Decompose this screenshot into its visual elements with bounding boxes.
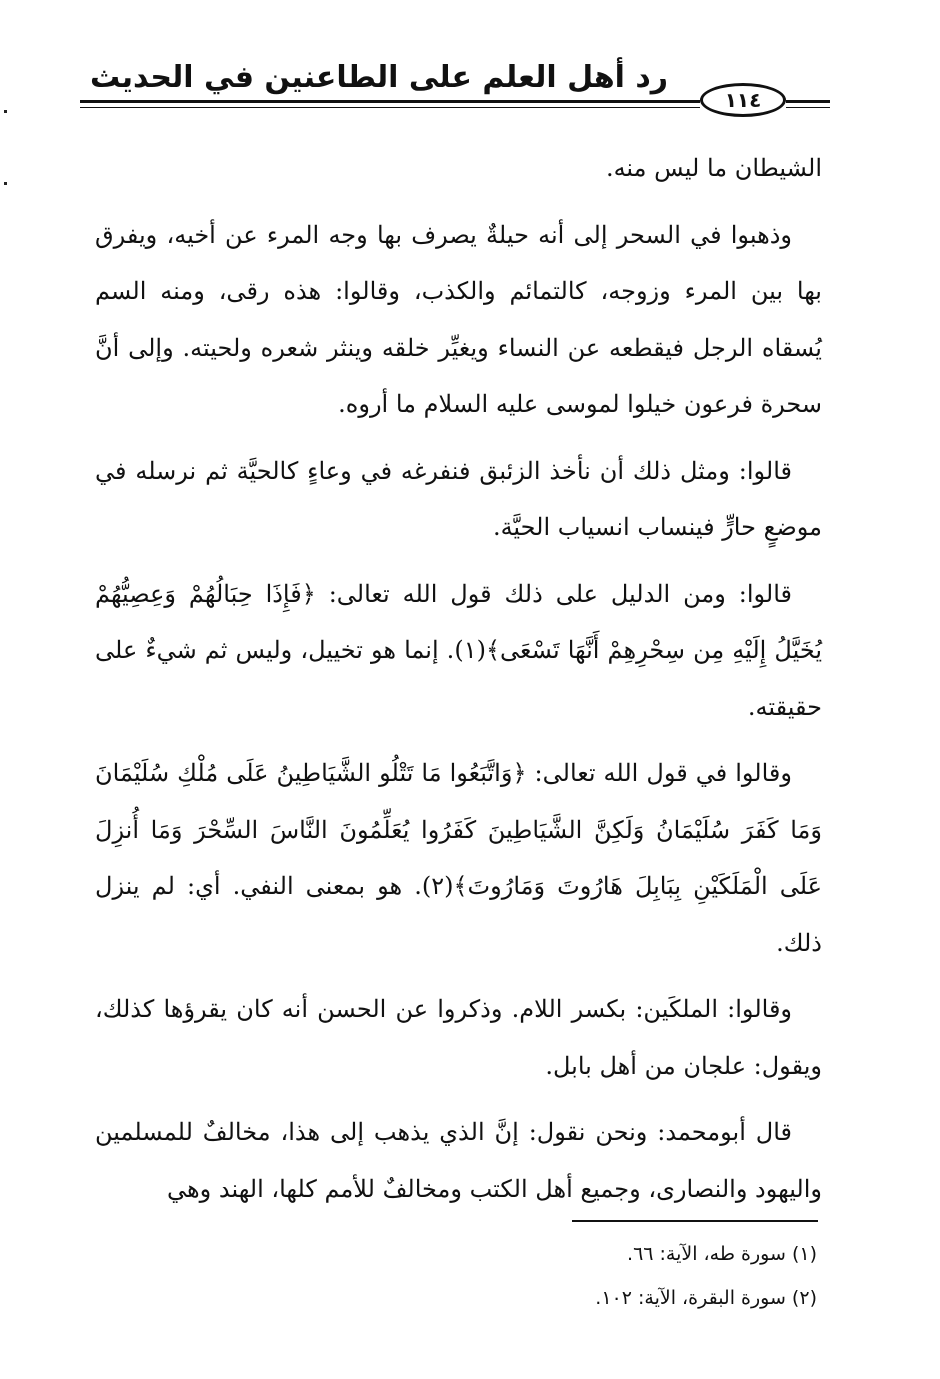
paragraph-6: وقالوا: الملكَين: بكسر اللام. وذكروا عن الحسن أنه كان يقرؤها كذلك، ويقول: علجان من أهل بابل. <box>95 995 822 1080</box>
header-rule-thick <box>80 100 700 103</box>
running-title: رد أهل العلم على الطاعنين في الحديث <box>90 60 669 95</box>
paragraph-1: الشيطان ما ليس منه. <box>605 154 822 182</box>
scan-edge-mark <box>4 182 7 185</box>
paragraph-3: قالوا: ومثل ذلك أن نأخذ الزئبق فنفرغه في وعاءٍ كالحيَّة ثم نرسله في موضعٍ حارٍّ فينساب انسياب الحيَّة. <box>95 456 822 541</box>
page-header <box>80 50 830 120</box>
scan-edge-mark <box>4 110 7 113</box>
footnote-1: (١) سورة طه، الآية: ٦٦. <box>627 1243 817 1265</box>
paragraph-2: وذهبوا في السحر إلى أنه حيلةٌ يصرف بها وجه المرء عن أخيه، ويفرق بها بين المرء وزوجه، كالتمائم والكذب، وقالوا: هذه رقى، ومنه السم يُسقاه الرجل فيقطعه عن النساء ويغيِّر خلقه وينثر شعره ولحيته. وإلى أنَّ سحرة فرعون خيلوا لموسى عليه السلام ما أروه. <box>95 220 822 418</box>
footnotes <box>95 1232 817 1320</box>
page-number: ١١٤ <box>724 88 762 112</box>
paragraph-7: قال أبومحمد: ونحن نقول: إنَّ الذي يذهب إلى هذا، مخالفٌ للمسلمين واليهود والنصارى، وجميع أهل الكتب ومخالفٌ للأمم كلها، الهند وهي <box>95 1118 822 1203</box>
header-rule-right-thick <box>786 100 830 103</box>
paragraph-4: قالوا: ومن الدليل على ذلك قول الله تعالى: ﴿فَإِذَا حِبَالُهُمْ وَعِصِيُّهُمْ يُخَيَّلُ إِلَيْهِ مِن سِحْرِهِمْ أَنَّهَا تَسْعَى﴾(١). إنما هو تخييل، وليس ثم شيءٌ على حقيقته. <box>95 579 823 721</box>
page-number-oval <box>700 83 786 117</box>
main-text <box>95 140 822 1227</box>
footnote-separator <box>572 1220 818 1222</box>
paragraph-5: وقالوا في قول الله تعالى: ﴿وَاتَّبَعُوا مَا تَتْلُو الشَّيَاطِينُ عَلَى مُلْكِ سُلَيْمَانَ وَمَا كَفَرَ سُلَيْمَانُ وَلَكِنَّ الشَّيَاطِينَ كَفَرُوا يُعَلِّمُونَ النَّاسَ السِّحْرَ وَمَا أُنزِلَ عَلَى الْمَلَكَيْنِ بِبَابِلَ هَارُوتَ وَمَارُوتَ﴾(٢). هو بمعنى النفي. أي: لم ينزل ذلك. <box>95 759 823 957</box>
header-rule-right-thin <box>786 107 830 108</box>
footnote-2: (٢) سورة البقرة، الآية: ١٠٢. <box>595 1287 817 1309</box>
header-rule-thin <box>80 107 700 108</box>
